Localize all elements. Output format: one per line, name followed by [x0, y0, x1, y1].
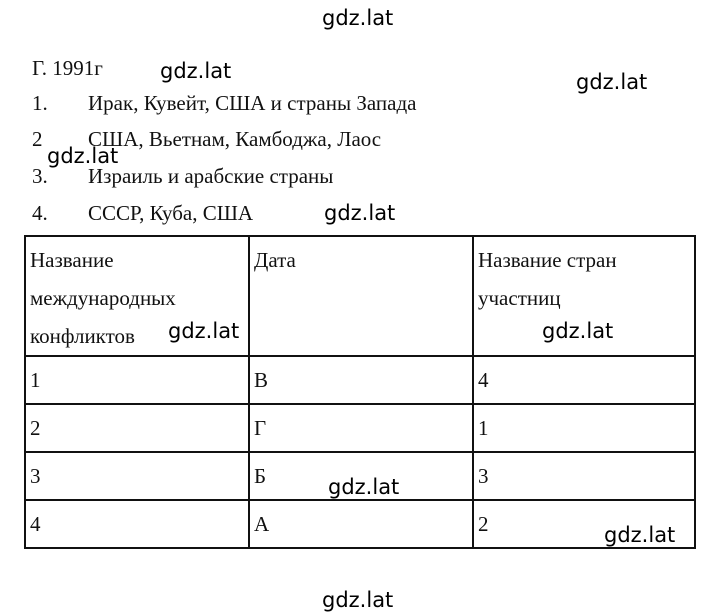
table-cell: 1: [25, 356, 249, 404]
list-item-text: США, Вьетнам, Камбоджа, Лаос: [88, 127, 382, 151]
table-row: [25, 356, 695, 404]
header-countries: Название стран участниц: [473, 236, 695, 356]
table-row: [25, 500, 695, 548]
table-cell: 2: [473, 500, 695, 548]
watermark-list: gdz.lat: [47, 144, 119, 168]
watermark-table-middle: gdz.lat: [328, 475, 400, 499]
list-item-text: Израиль и арабские страны: [88, 164, 334, 188]
list-item: [32, 203, 253, 224]
table-cell: 3: [473, 452, 695, 500]
list-item-number: 4.: [32, 201, 48, 225]
table-cell: 2: [25, 404, 249, 452]
watermark-bottom: gdz.lat: [322, 588, 394, 612]
watermark-top: gdz.lat: [322, 6, 394, 30]
list-item-number: 1.: [32, 91, 48, 115]
list-item: [32, 93, 416, 114]
answer-table: [24, 235, 696, 549]
table-row: [25, 404, 695, 452]
table-cell: 4: [25, 500, 249, 548]
list-item: [32, 166, 333, 187]
list-item-text: Ирак, Кувейт, США и страны Запада: [88, 91, 417, 115]
table-cell: А: [249, 500, 473, 548]
table-cell: 4: [473, 356, 695, 404]
watermark-table-bottom-right: gdz.lat: [604, 523, 676, 547]
watermark-list-end: gdz.lat: [324, 201, 396, 225]
list-item-number: 3.: [32, 164, 48, 188]
table-cell: 1: [473, 404, 695, 452]
watermark-after-answer: gdz.lat: [160, 59, 232, 83]
watermark-table-header-right: gdz.lat: [542, 319, 614, 343]
table-cell: 3: [25, 452, 249, 500]
watermark-right-top: gdz.lat: [576, 70, 648, 94]
table-cell: Г: [249, 404, 473, 452]
answer-g-line: Г. 1991г: [32, 56, 103, 80]
table-cell: Б: [249, 452, 473, 500]
list-item-number: 2: [32, 127, 43, 151]
table-cell: В: [249, 356, 473, 404]
header-date: Дата: [249, 236, 473, 356]
list-item-text: СССР, Куба, США: [88, 201, 254, 225]
header-conflicts: Название международных конфликтов: [25, 236, 249, 356]
watermark-table-header-left: gdz.lat: [168, 319, 240, 343]
